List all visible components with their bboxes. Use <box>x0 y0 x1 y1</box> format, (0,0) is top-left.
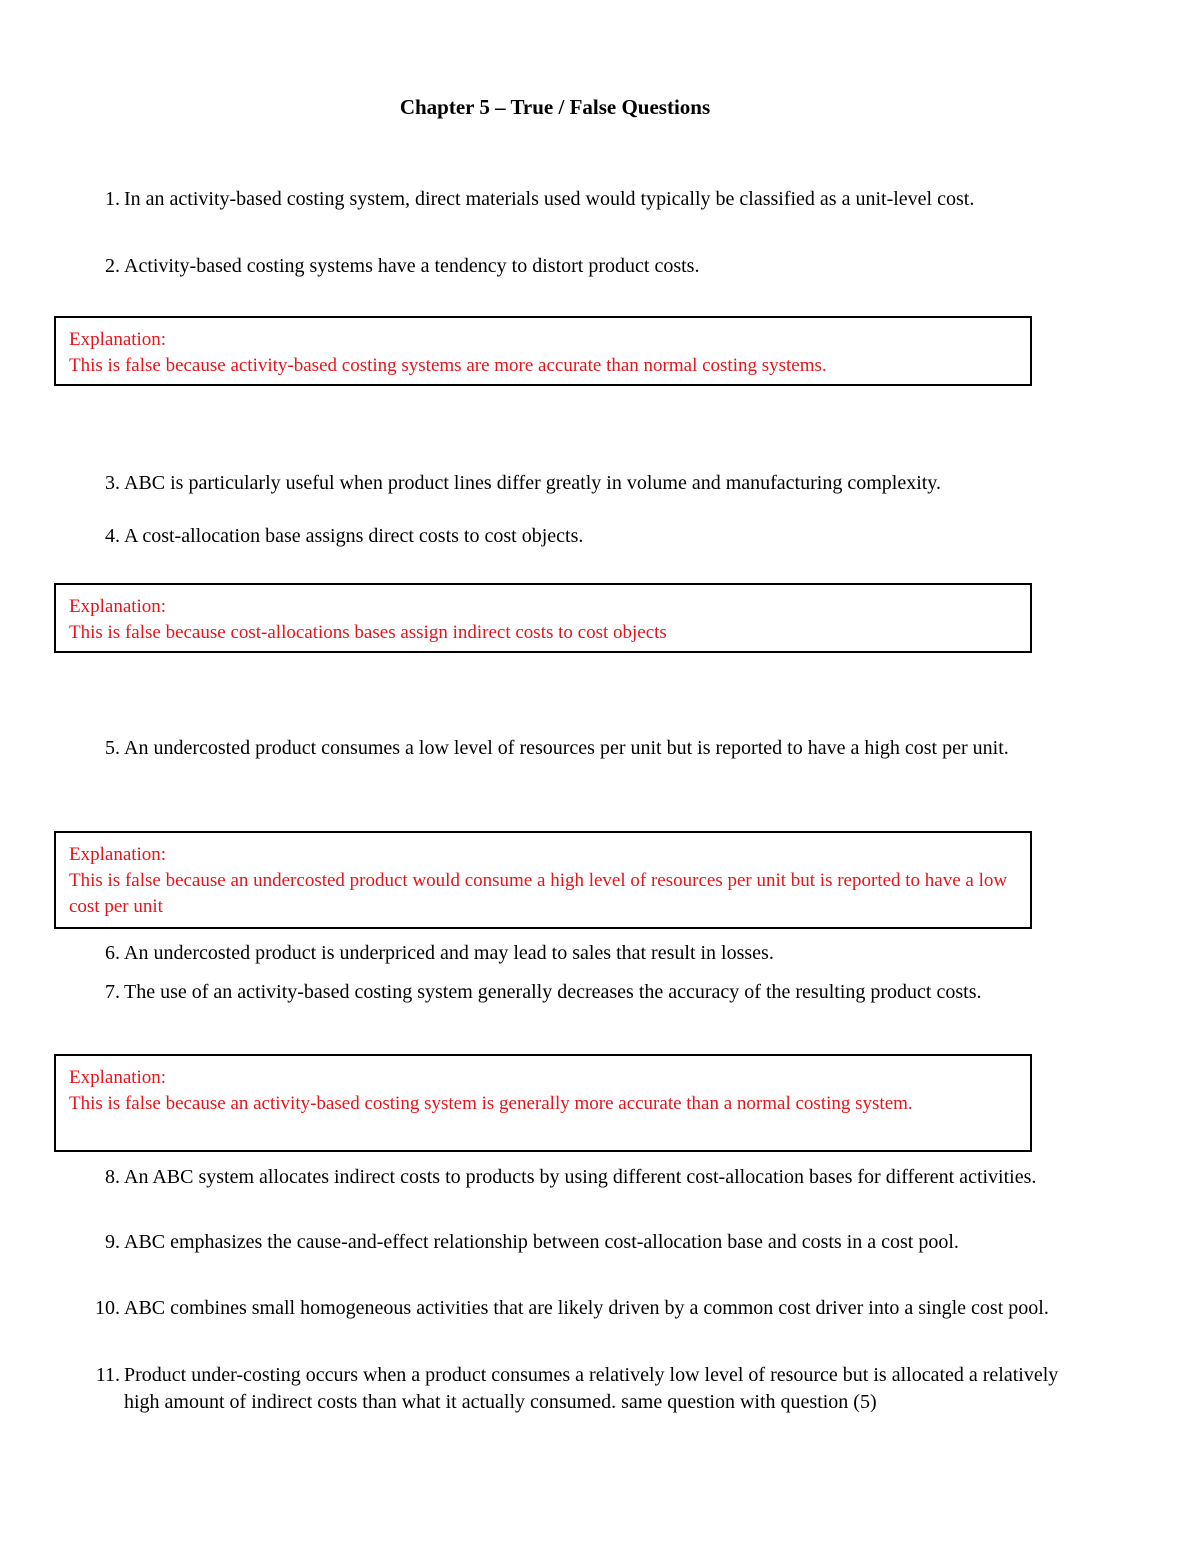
question-11 <box>95 1362 1064 1416</box>
question-number: 8. <box>105 1166 120 1188</box>
question-number: 4. <box>105 525 120 547</box>
explanation-label: Explanation: <box>69 329 167 350</box>
explanation-box-3 <box>54 831 1032 929</box>
question-text: Product under-costing occurs when a product consumes a relatively low level of resource but is allocated a relatively high amount of indirect costs than what it actually consumed. same question with question (5) <box>124 1364 1059 1413</box>
question-text: The use of an activity-based costing system generally decreases the accuracy of the resulting product costs. <box>124 981 982 1003</box>
question-5 <box>105 735 1064 762</box>
question-text: ABC combines small homogeneous activities that are likely driven by a common cost driver into a single cost pool. <box>124 1297 1049 1319</box>
explanation-box-1 <box>54 316 1032 386</box>
explanation-text: This is false because cost-allocations bases assign indirect costs to cost objects <box>69 622 667 643</box>
question-text: An undercosted product is underpriced and may lead to sales that result in losses. <box>124 942 774 964</box>
explanation-box-4 <box>54 1054 1032 1152</box>
question-1 <box>105 186 1064 213</box>
question-7 <box>105 979 1064 1006</box>
question-text: In an activity-based costing system, direct materials used would typically be classified as a unit-level cost. <box>124 188 975 210</box>
question-number: 3. <box>105 472 120 494</box>
question-10 <box>95 1295 1064 1322</box>
question-number: 6. <box>105 942 120 964</box>
question-number: 7. <box>105 981 120 1003</box>
question-text: An ABC system allocates indirect costs to products by using different cost-allocation bases for different activities. <box>124 1166 1037 1188</box>
question-text: ABC emphasizes the cause-and-effect relationship between cost-allocation base and costs in a cost pool. <box>124 1231 959 1253</box>
question-9 <box>105 1229 1064 1256</box>
explanation-box-2 <box>54 583 1032 653</box>
question-text: ABC is particularly useful when product lines differ greatly in volume and manufacturing complexity. <box>124 472 942 494</box>
question-3 <box>105 470 1064 497</box>
question-2 <box>105 253 1064 280</box>
explanation-label: Explanation: <box>69 596 167 617</box>
question-6 <box>105 940 1064 967</box>
page-title: Chapter 5 – True / False Questions <box>399 95 711 119</box>
question-4 <box>105 523 1064 550</box>
explanation-text: This is false because activity-based costing systems are more accurate than normal costing systems. <box>69 355 827 376</box>
question-number: 5. <box>105 737 120 759</box>
question-number: 10. <box>95 1297 120 1319</box>
question-text: A cost-allocation base assigns direct costs to cost objects. <box>124 525 584 547</box>
explanation-label: Explanation: <box>69 844 167 865</box>
question-8 <box>105 1164 1064 1191</box>
explanation-text: This is false because an undercosted product would consume a high level of resources per unit but is reported to have a low cost per unit <box>69 870 1008 917</box>
question-number: 9. <box>105 1231 120 1253</box>
question-text: Activity-based costing systems have a tendency to distort product costs. <box>124 255 700 277</box>
question-number: 1. <box>105 188 120 210</box>
question-number: 2. <box>105 255 120 277</box>
question-text: An undercosted product consumes a low level of resources per unit but is reported to have a high cost per unit. <box>124 737 1009 759</box>
question-number: 11. <box>95 1364 120 1386</box>
explanation-text: This is false because an activity-based costing system is generally more accurate than a normal costing system. <box>69 1093 913 1114</box>
explanation-label: Explanation: <box>69 1067 167 1088</box>
